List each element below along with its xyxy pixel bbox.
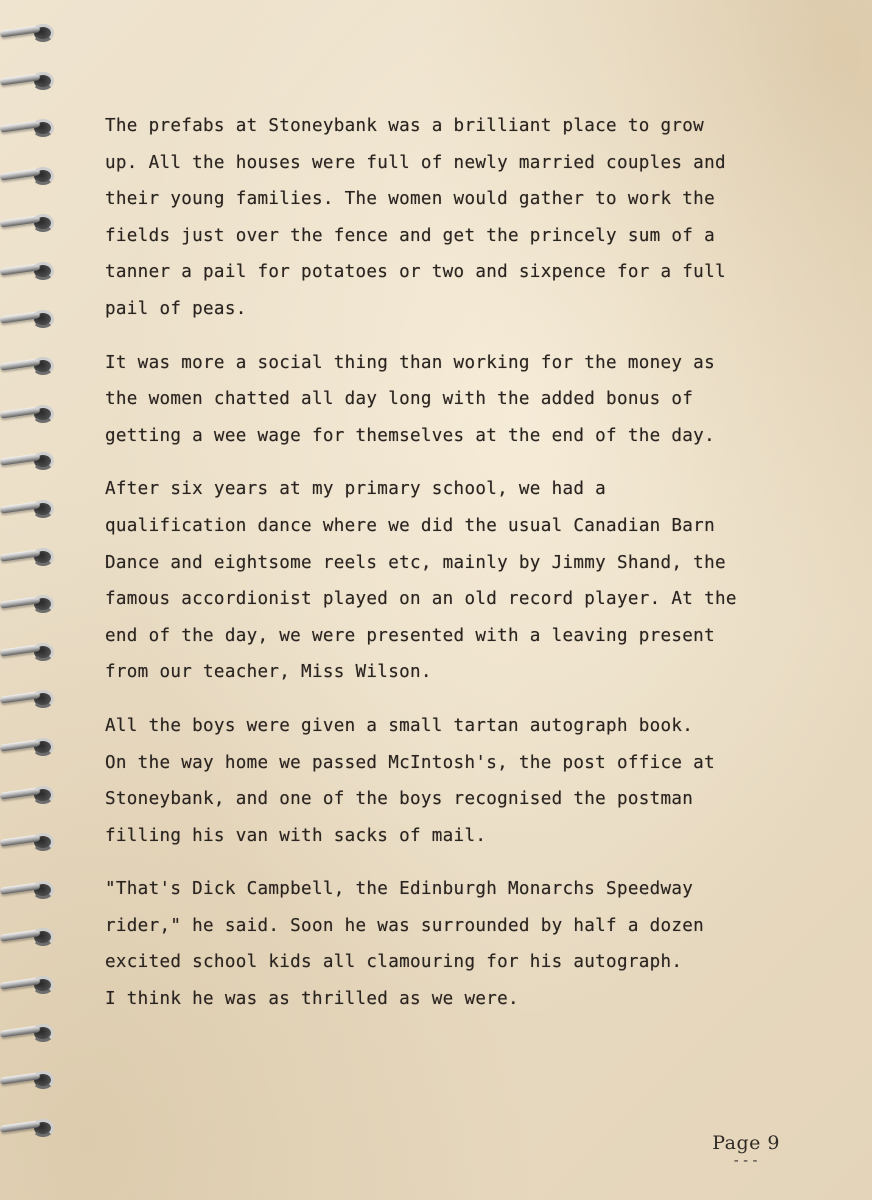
coil-loop: [32, 738, 54, 756]
spiral-coil: [0, 450, 58, 472]
coil-loop: [32, 357, 54, 375]
spiral-coil: [0, 165, 58, 187]
coil-loop: [32, 500, 54, 518]
coil-loop: [32, 452, 54, 470]
spiral-coil: [0, 879, 58, 901]
coil-loop: [32, 881, 54, 899]
coil-loop: [32, 1024, 54, 1042]
spiral-coil: [0, 1022, 58, 1044]
coil-loop: [32, 72, 54, 90]
coil-loop: [32, 548, 54, 566]
coil-loop: [32, 167, 54, 185]
spiral-coil: [0, 974, 58, 996]
spiral-coil: [0, 831, 58, 853]
spiral-coil: [0, 498, 58, 520]
spiral-coil: [0, 1069, 58, 1091]
coil-loop: [32, 405, 54, 423]
spiral-coil: [0, 70, 58, 92]
page-footer: [712, 1132, 780, 1169]
coil-loop: [32, 262, 54, 280]
spiral-coil: [0, 784, 58, 806]
spiral-coil: [0, 260, 58, 282]
coil-loop: [32, 833, 54, 851]
spiral-coil: [0, 1117, 58, 1139]
coil-loop: [32, 119, 54, 137]
coil-loop: [32, 643, 54, 661]
spiral-coil: [0, 212, 58, 234]
spiral-coil: [0, 546, 58, 568]
coil-loop: [32, 24, 54, 42]
spiral-coil: [0, 308, 58, 330]
page-number: Page 9: [712, 1132, 780, 1154]
spiral-coil: [0, 22, 58, 44]
coil-loop: [32, 786, 54, 804]
spiral-coil: [0, 926, 58, 948]
spiral-coil: [0, 403, 58, 425]
spiral-coil: [0, 593, 58, 615]
coil-loop: [32, 1071, 54, 1089]
coil-loop: [32, 976, 54, 994]
spiral-coil: [0, 641, 58, 663]
spiral-binding: [0, 22, 60, 1182]
page-number-rule: ---: [731, 1153, 761, 1169]
paragraph-4: All the boys were given a small tartan autograph book. On the way home we passed McIntosh's, the post office at Stoneybank, and one of the boys recognised the postman filling his van with sacks of mail.: [105, 715, 715, 846]
spiral-coil: [0, 355, 58, 377]
coil-loop: [32, 595, 54, 613]
spiral-coil: [0, 736, 58, 758]
paragraph-3: After six years at my primary school, we had a qualification dance where we did the usual Canadian Barn Dance and eightsome reels etc, mainly by Jimmy Shand, the famous accordionist played on an old record player. At the end of the day, we were presented with a leaving present from our teacher, Miss Wilson.: [105, 479, 737, 683]
paragraph-2: It was more a social thing than working for the money as the women chatted all day long with the added bonus of getting a wee wage for themselves at the end of the day.: [105, 352, 715, 446]
paragraph-5: "That's Dick Campbell, the Edinburgh Monarchs Speedway rider," he said. Soon he was surrounded by half a dozen excited school kids all clamouring for his autograph. I think he was as thrilled as we were.: [105, 879, 705, 1010]
spiral-coil: [0, 688, 58, 710]
coil-loop: [32, 310, 54, 328]
coil-loop: [32, 1119, 54, 1137]
coil-loop: [32, 928, 54, 946]
paragraph-1: The prefabs at Stoneybank was a brilliant place to grow up. All the houses were full of newly married couples and their young families. The women would gather to work the fields just over the fence and get the princely sum of a tanner a pail for potatoes or two and sixpence for a full pail of peas.: [105, 116, 726, 319]
spiral-coil: [0, 117, 58, 139]
coil-loop: [32, 690, 54, 708]
page-body: [105, 108, 795, 1035]
coil-loop: [32, 214, 54, 232]
